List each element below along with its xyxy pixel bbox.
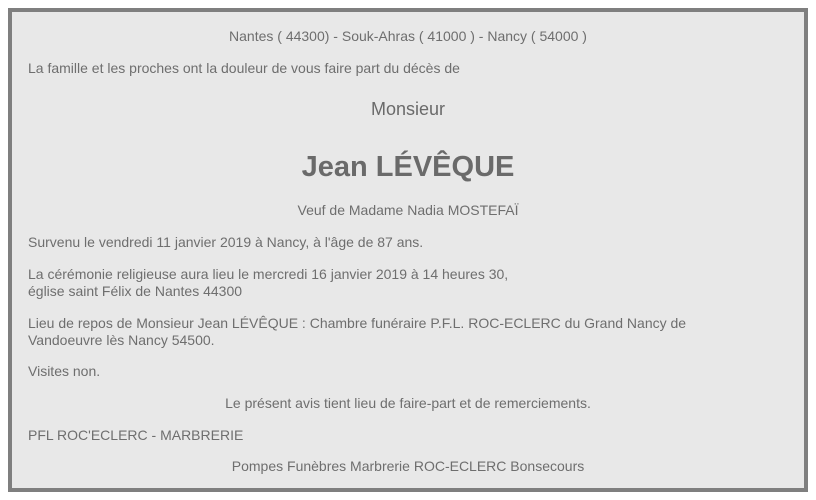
death-info: Survenu le vendredi 11 janvier 2019 à Nancy, à l'âge de 87 ans. <box>28 234 424 250</box>
rest-place-line-1: Lieu de repos de Monsieur Jean LÉVÊQUE : Chambre funéraire P.F.L. ROC-ECLERC du Grand Nancy de <box>28 315 687 331</box>
widower-of: Veuf de Madame Nadia MOSTEFAÏ <box>297 202 519 218</box>
visits: Visites non. <box>28 363 101 379</box>
ceremony-line-1: La cérémonie religieuse aura lieu le mercredi 16 janvier 2019 à 14 heures 30, <box>28 266 509 282</box>
footer-funeral-home: Pompes Funèbres Marbrerie ROC-ECLERC Bonsecours <box>231 458 585 474</box>
rest-place-line-2: Vandoeuvre lès Nancy 54500. <box>28 332 215 348</box>
deceased-name: Jean LÉVÊQUE <box>301 151 515 183</box>
intro-text: La famille et les proches ont la douleur de vous faire part du décès de <box>28 60 460 76</box>
company-name: PFL ROC'ECLERC - MARBRERIE <box>28 427 244 443</box>
acknowledgement: Le présent avis tient lieu de faire-part et de remerciements. <box>225 395 591 411</box>
obituary-notice <box>8 8 808 492</box>
ceremony-line-2: église saint Félix de Nantes 44300 <box>28 283 243 299</box>
locations: Nantes ( 44300) - Souk-Ahras ( 41000 ) - Nancy ( 54000 ) <box>229 28 587 44</box>
civility: Monsieur <box>370 99 446 119</box>
